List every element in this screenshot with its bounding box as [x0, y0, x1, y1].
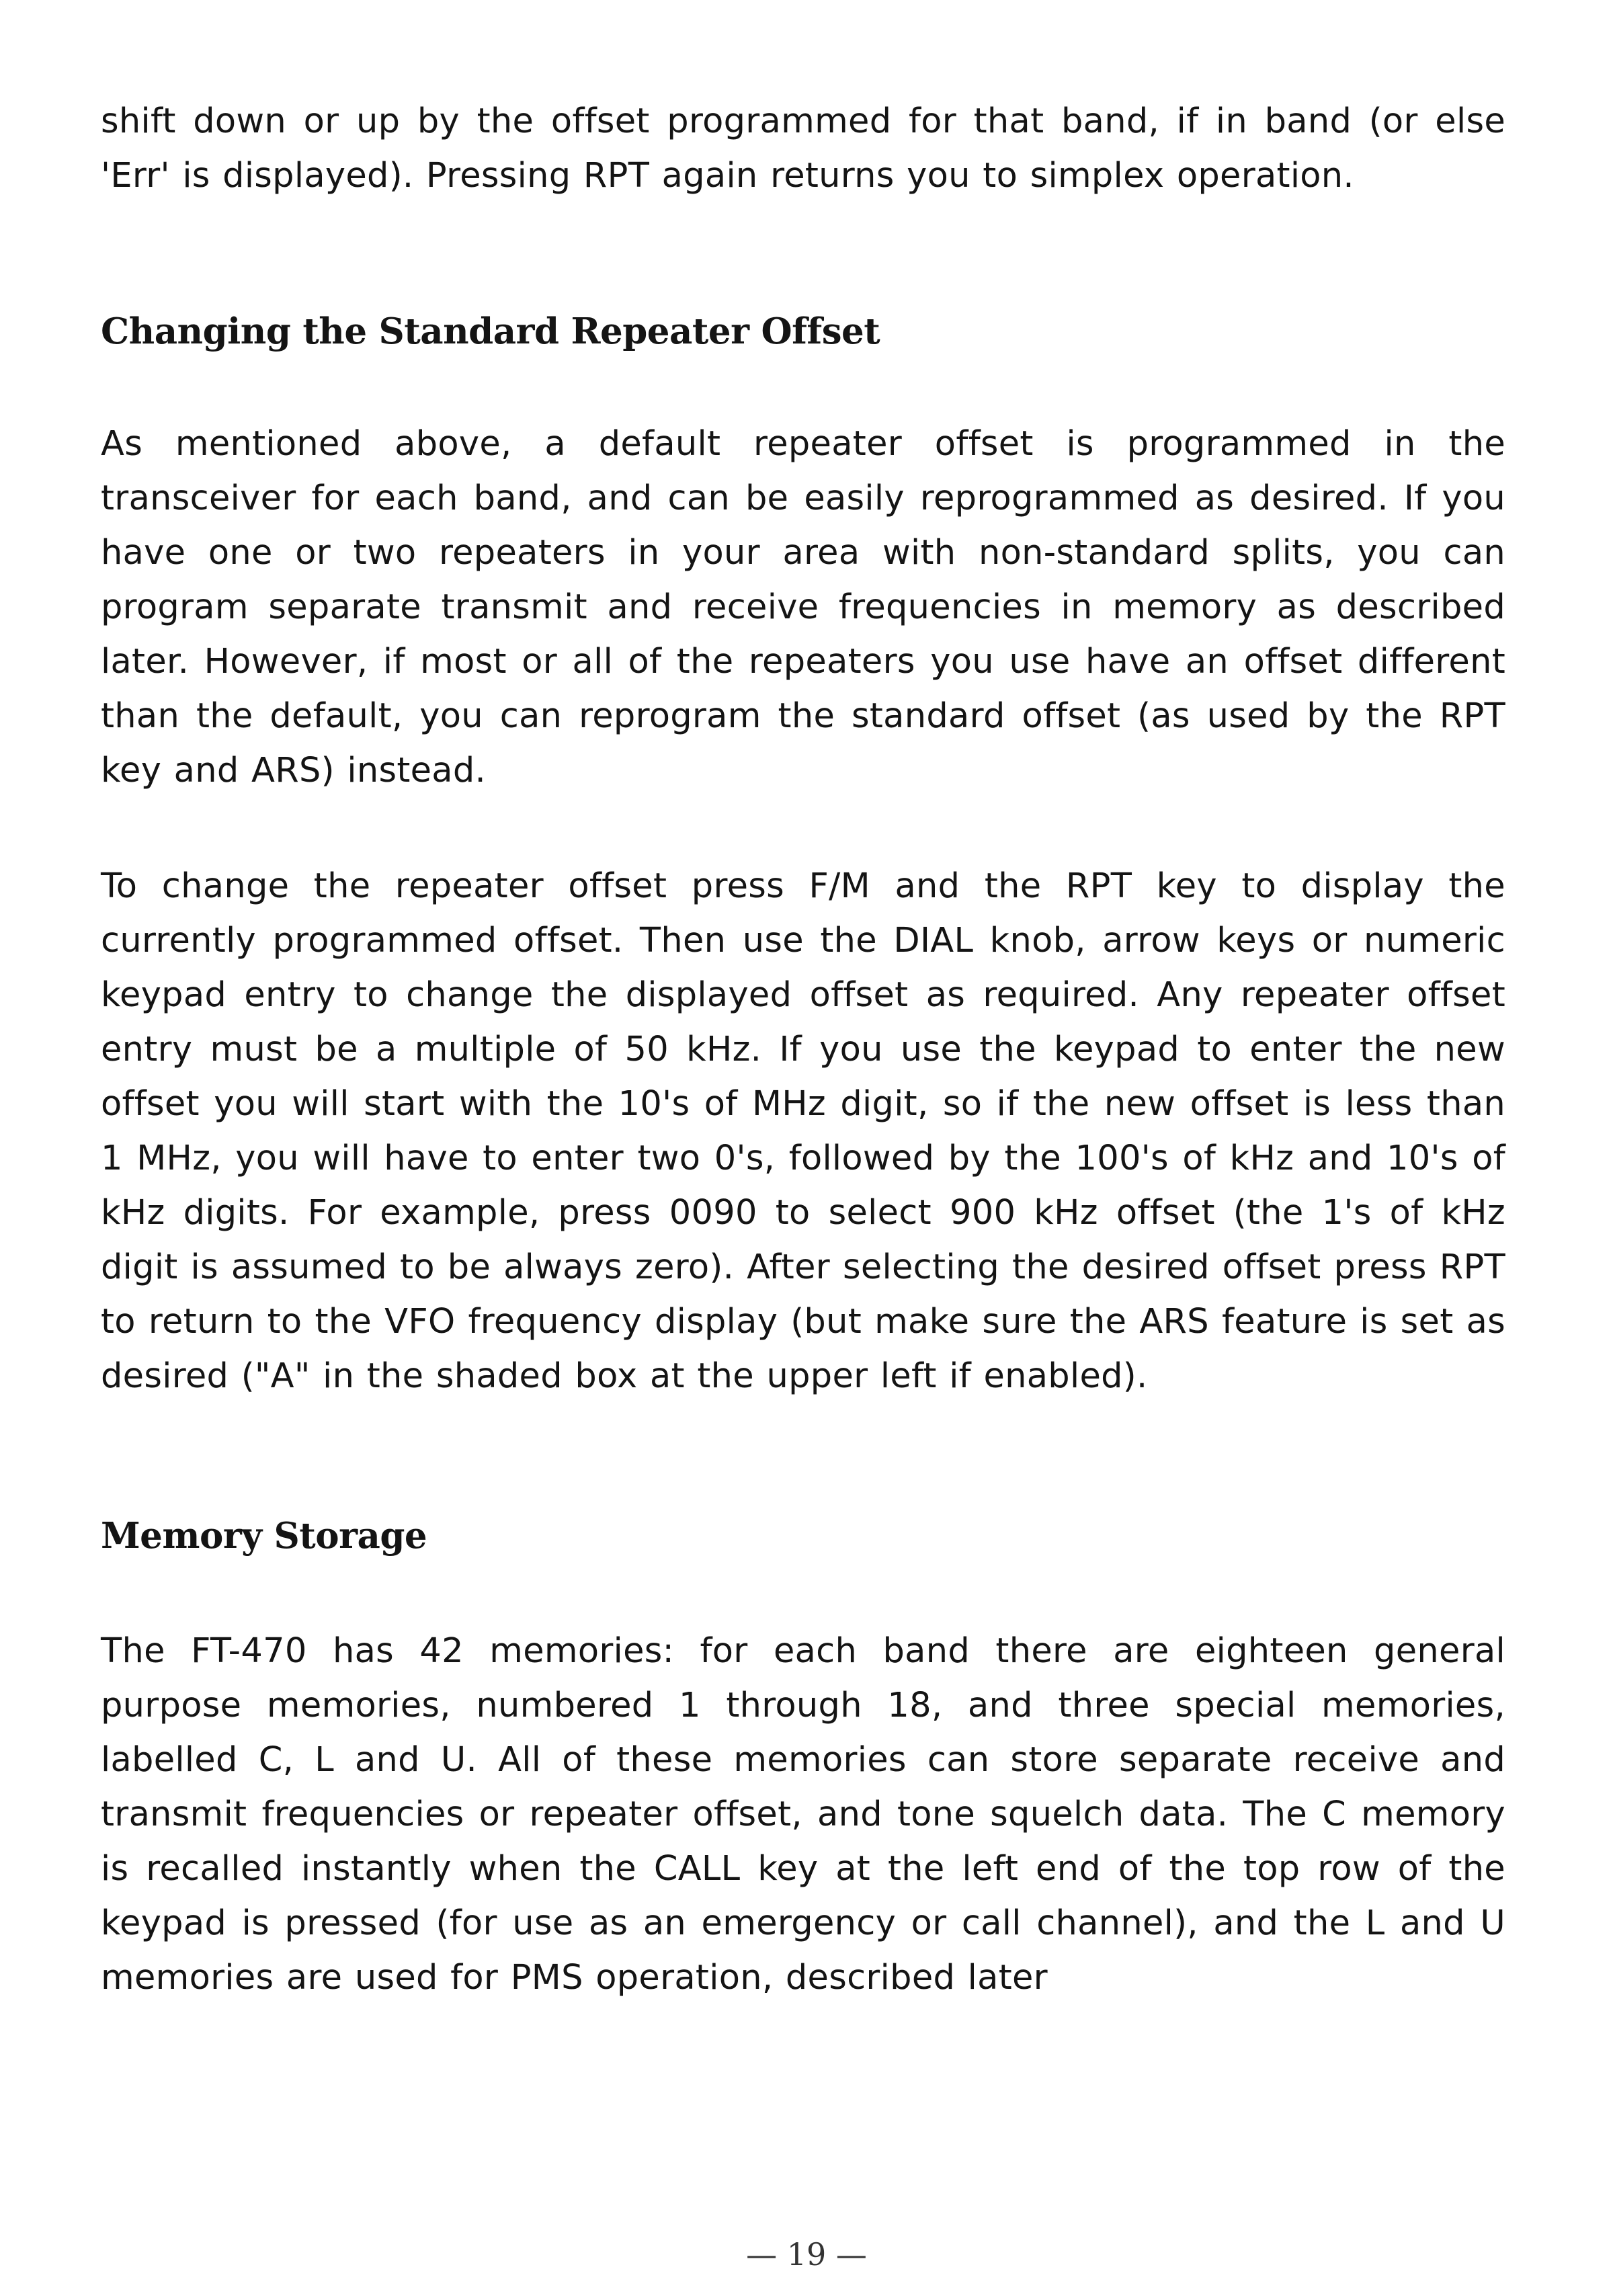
paragraph-default-offset: As mentioned above, a default repeater offset is programmed in the transceiver for each band, and can be easily reprogrammed as desired. If you have one or two repeaters in your area with non-standard splits, you can program separate transmit and receive frequencies in memory as described later. However, if most or all of the repeaters you use have an offset different than the default, you can reprogram the standard offset (as used by the RPT key and ARS) instead. — [101, 424, 1505, 790]
paragraph-change-offset-procedure: To change the repeater offset press F/M and the RPT key to display the currently programmed offset. Then use the DIAL knob, arrow keys or numeric keypad entry to change the displayed offset as required. Any repeater offset entry must be a multiple of 50 kHz. If you use the keypad to enter the new offset you will start with the 10's of MHz digit, so if the new offset is less than 1 MHz, you will have to enter two 0's, followed by the 100's of kHz and 10's of kHz digits. For example, press 0090 to select 900 kHz offset (the 1's of kHz digit is assumed to be always zero). After selecting the desired offset press RPT to return to the VFO frequency display (but make sure the ARS feature is set as desired ("A" in the shaded box at the upper left if enabled). — [101, 866, 1505, 1396]
heading-memory-storage: Memory Storage — [101, 1515, 427, 1557]
page-number: — 19 — — [746, 2236, 867, 2272]
paragraph-memory-description: The FT-470 has 42 memories: for each band there are eighteen general purpose memories, numbered 1 through 18, and three special memories, labelled C, L and U. All of these memories can store separate receive and transmit frequencies or repeater offset, and tone squelch data. The C memory is recalled instantly when the CALL key at the left end of the top row of the keypad is pressed (for use as an emergency or call channel), and the L and U memories are used for PMS operation, described later — [101, 1631, 1505, 1998]
heading-changing-standard-repeater-offset: Changing the Standard Repeater Offset — [101, 311, 880, 352]
paragraph-repeater-shift-continued: shift down or up by the offset programmed for that band, if in band (or else 'Err' is displayed). Pressing RPT again returns you to simplex operation. — [101, 101, 1505, 196]
